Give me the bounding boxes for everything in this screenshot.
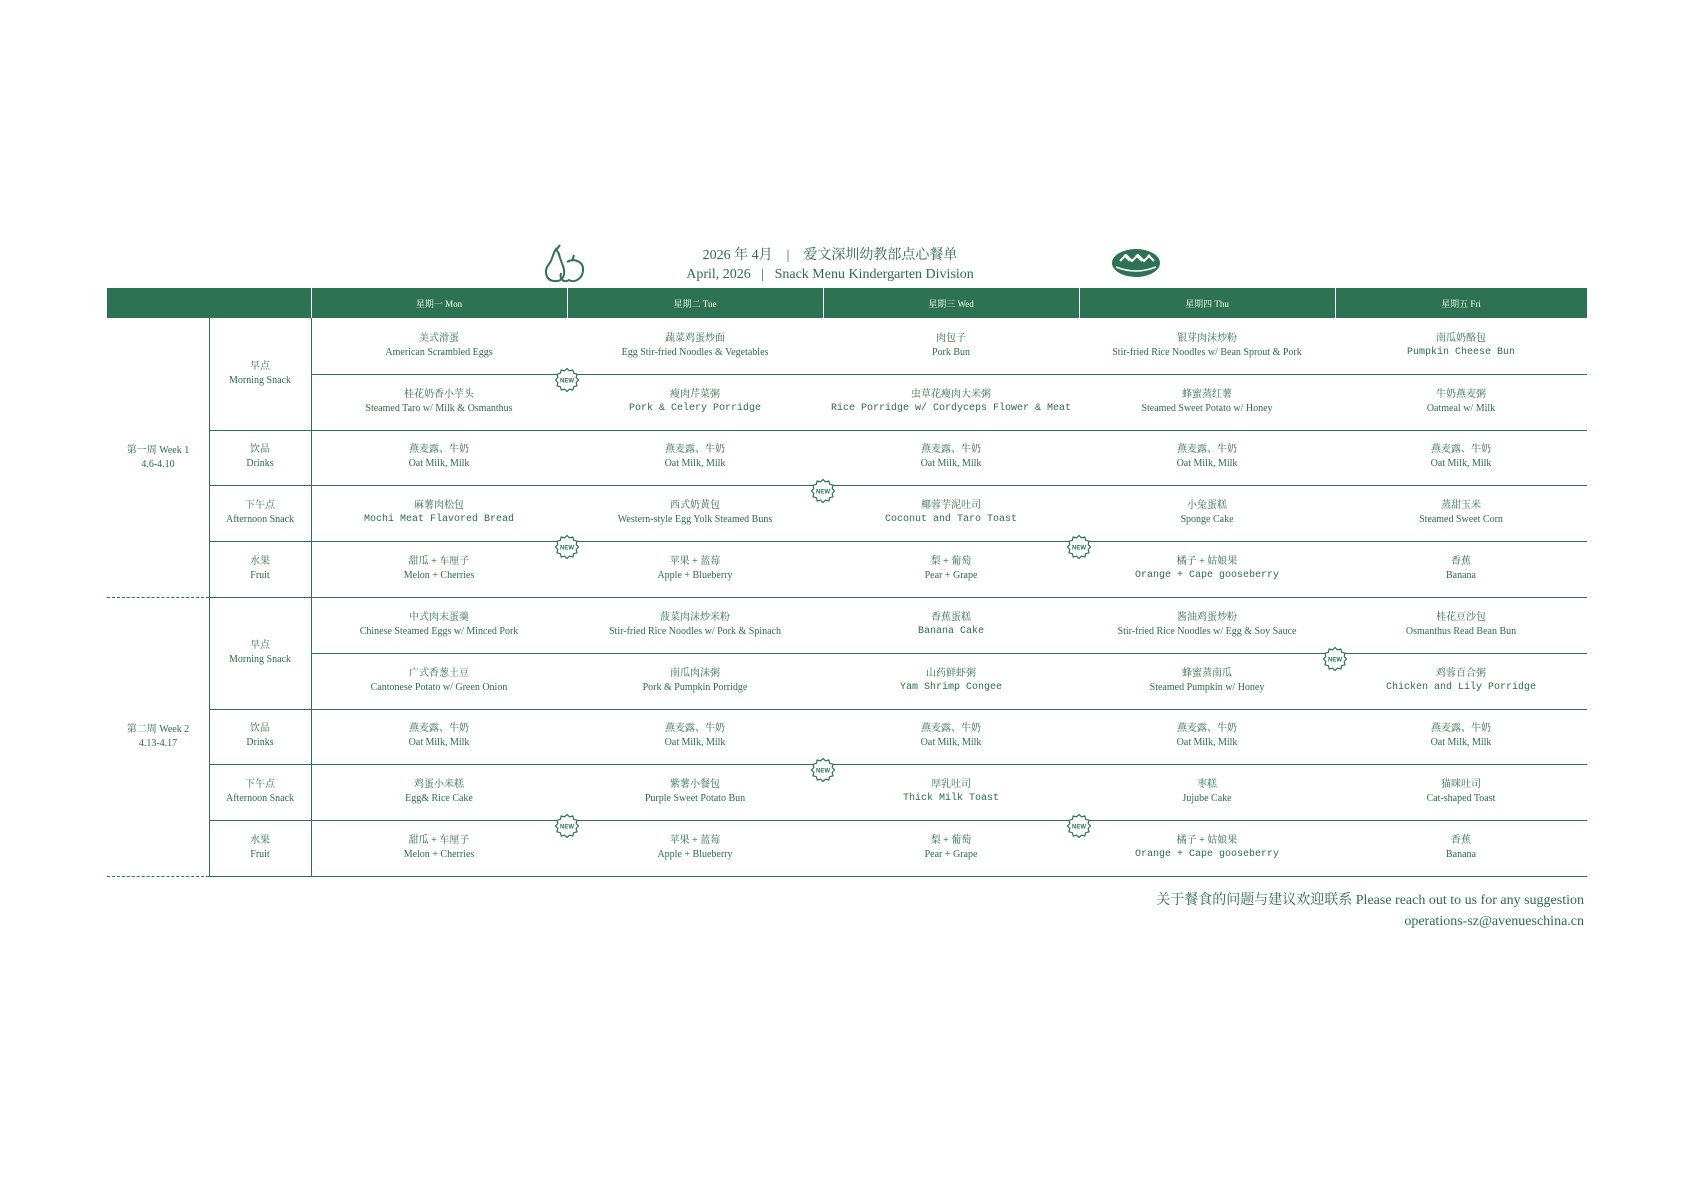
menu-item xyxy=(1335,764,1587,820)
menu-item xyxy=(1079,485,1335,541)
dish-name-zh: 苹果 + 蓝莓 xyxy=(669,556,721,568)
dish-name-zh: 燕麦露、牛奶 xyxy=(1431,723,1491,735)
week-label xyxy=(107,597,209,876)
menu-item xyxy=(823,485,1079,541)
menu-title xyxy=(560,246,1100,284)
dish-name-en: Yam Shrimp Congee xyxy=(899,681,1003,693)
dish-name-zh: 甜瓜 + 车厘子 xyxy=(408,835,470,847)
menu-item xyxy=(1079,653,1335,709)
header-day-thu: 星期四 Thu xyxy=(1079,288,1335,318)
header-day-wed: 星期三 Wed xyxy=(823,288,1079,318)
dish-name-zh: 厚乳吐司 xyxy=(931,779,971,791)
dish-name-zh: 桂花豆沙包 xyxy=(1436,611,1486,623)
menu-item xyxy=(823,541,1079,597)
dish-name-en: Oat Milk, Milk xyxy=(408,737,470,749)
dish-name-zh: 鸡蛋小米糕 xyxy=(414,779,464,791)
dish-name-en: Chinese Steamed Eggs w/ Minced Pork xyxy=(359,625,519,637)
menu-item xyxy=(823,820,1079,876)
dish-name-zh: 燕麦露、牛奶 xyxy=(665,723,725,735)
meal-label xyxy=(209,318,311,430)
menu-item xyxy=(1335,541,1587,597)
new-badge-label: NEW xyxy=(816,489,830,496)
new-badge-label: NEW xyxy=(560,378,574,385)
dish-name-zh: 燕麦露、牛奶 xyxy=(1177,723,1237,735)
pear-apple-icon xyxy=(540,243,588,285)
dish-name-zh: 鸡蓉百合粥 xyxy=(1436,667,1486,679)
menu-item xyxy=(311,597,567,653)
new-badge-label: NEW xyxy=(1072,545,1086,552)
footer-message: 关于餐食的问题与建议欢迎联系 Please reach out to us for any suggestion xyxy=(1156,893,1584,908)
week-dates: 4.6-4.10 xyxy=(141,458,175,470)
dish-name-zh: 广式香葱土豆 xyxy=(409,667,469,679)
dish-name-zh: 菠菜肉沫炒米粉 xyxy=(660,611,730,623)
dish-name-en: Stir-fried Rice Noodles w/ Pork & Spinach xyxy=(609,625,781,637)
dish-name-en: Banana xyxy=(1446,570,1476,582)
dish-name-en: Mochi Meat Flavored Bread xyxy=(363,514,515,526)
new-badge-icon xyxy=(811,758,835,782)
menu-item xyxy=(567,653,823,709)
new-badge-label: NEW xyxy=(1328,657,1342,664)
meal-name-en: Drinks xyxy=(246,458,274,470)
meal-label xyxy=(209,820,311,876)
menu-item xyxy=(1335,597,1587,653)
menu-item xyxy=(567,597,823,653)
dish-name-en: Rice Porridge w/ Cordyceps Flower & Meat xyxy=(830,402,1072,414)
meal-label xyxy=(209,764,311,820)
dish-name-en: Pumpkin Cheese Bun xyxy=(1406,346,1516,358)
new-badge-icon xyxy=(1323,647,1347,671)
new-badge-label: NEW xyxy=(560,545,574,552)
menu-item xyxy=(1079,374,1335,430)
dish-name-zh: 燕麦露、牛奶 xyxy=(921,723,981,735)
menu-item xyxy=(311,653,567,709)
new-badge-icon xyxy=(555,535,579,559)
meal-name-en: Afternoon Snack xyxy=(225,514,295,526)
dish-name-en: Oat Milk, Milk xyxy=(664,458,726,470)
header-blank xyxy=(107,288,311,318)
new-badge-icon xyxy=(555,368,579,392)
dish-name-en: Cantonese Potato w/ Green Onion xyxy=(370,681,508,693)
dish-name-zh: 牛奶燕麦粥 xyxy=(1436,388,1486,400)
menu-item xyxy=(311,820,567,876)
week-dates: 4.13-4.17 xyxy=(138,737,178,749)
dish-name-en: Purple Sweet Potato Bun xyxy=(644,793,746,805)
dish-name-en: Egg& Rice Cake xyxy=(405,793,473,805)
dish-name-en: Chicken and Lily Porridge xyxy=(1385,681,1537,693)
dish-name-en: Steamed Taro w/ Milk & Osmanthus xyxy=(365,402,513,414)
menu-item xyxy=(567,374,823,430)
header-day-tue: 星期二 Tue xyxy=(567,288,823,318)
dish-name-en: Apple + Blueberry xyxy=(657,849,733,861)
meal-name-zh: 早点 xyxy=(250,639,270,651)
meal-name-en: Morning Snack xyxy=(229,374,291,386)
menu-item xyxy=(1079,597,1335,653)
dish-name-zh: 美式滑蛋 xyxy=(419,332,459,344)
meal-name-zh: 水果 xyxy=(250,556,270,568)
menu-item xyxy=(311,764,567,820)
new-badge-icon xyxy=(1067,814,1091,838)
menu-item xyxy=(1335,653,1587,709)
dish-name-zh: 香蕉 xyxy=(1451,556,1471,568)
menu-item xyxy=(567,541,823,597)
dish-name-zh: 银芽肉沫炒粉 xyxy=(1177,332,1237,344)
menu-item xyxy=(1079,709,1335,765)
dish-name-zh: 椰蓉芋泥吐司 xyxy=(921,500,981,512)
dish-name-en: Oat Milk, Milk xyxy=(920,737,982,749)
header-day-fri: 星期五 Fri xyxy=(1335,288,1587,318)
meal-name-zh: 水果 xyxy=(250,835,270,847)
menu-item xyxy=(311,541,567,597)
menu-item xyxy=(823,653,1079,709)
menu-item xyxy=(1079,430,1335,486)
dish-name-zh: 小兔蛋糕 xyxy=(1187,500,1227,512)
menu-item xyxy=(311,485,567,541)
menu-item xyxy=(1335,318,1587,374)
dish-name-zh: 苹果 + 蓝莓 xyxy=(669,835,721,847)
meal-name-zh: 下午点 xyxy=(245,779,275,791)
menu-item xyxy=(1079,820,1335,876)
dish-name-zh: 蔬菜鸡蛋炒面 xyxy=(665,332,725,344)
dish-name-zh: 南瓜肉沫粥 xyxy=(670,667,720,679)
meal-label xyxy=(209,709,311,765)
dish-name-en: Oat Milk, Milk xyxy=(408,458,470,470)
week-label xyxy=(107,318,209,597)
dish-name-zh: 橘子 + 姑娘果 xyxy=(1176,556,1238,568)
dish-name-zh: 蜂蜜蒸南瓜 xyxy=(1182,667,1232,679)
dish-name-zh: 西式奶黄包 xyxy=(670,500,720,512)
dish-name-zh: 橘子 + 姑娘果 xyxy=(1176,835,1238,847)
menu-item xyxy=(1079,541,1335,597)
menu-item xyxy=(1335,709,1587,765)
dish-name-en: Banana Cake xyxy=(917,625,984,637)
dish-name-zh: 燕麦露、牛奶 xyxy=(1177,444,1237,456)
dish-name-en: Oat Milk, Milk xyxy=(920,458,982,470)
snack-menu-table xyxy=(107,288,1587,874)
meal-name-en: Morning Snack xyxy=(229,653,291,665)
dish-name-zh: 燕麦露、牛奶 xyxy=(665,444,725,456)
meal-name-zh: 饮品 xyxy=(250,723,270,735)
menu-item xyxy=(311,709,567,765)
new-badge-icon xyxy=(1067,535,1091,559)
dish-name-en: Pear + Grape xyxy=(924,849,978,861)
dish-name-zh: 紫薯小餐包 xyxy=(670,779,720,791)
menu-item xyxy=(823,764,1079,820)
dish-name-en: American Scrambled Eggs xyxy=(385,346,493,358)
dish-name-zh: 猫咪吐司 xyxy=(1441,779,1481,791)
dish-name-en: Oat Milk, Milk xyxy=(1176,737,1238,749)
dish-name-en: Oatmeal w/ Milk xyxy=(1426,402,1496,414)
menu-item xyxy=(567,318,823,374)
dish-name-zh: 燕麦露、牛奶 xyxy=(921,444,981,456)
dish-name-en: Melon + Cherries xyxy=(403,570,475,582)
title-chinese: 2026 年 4月 | 爱文深圳幼教部点心餐单 xyxy=(702,248,958,263)
dish-name-en: Thick Milk Toast xyxy=(902,793,999,805)
new-badge-label: NEW xyxy=(816,768,830,775)
bread-bun-icon xyxy=(1110,245,1162,279)
dish-name-zh: 香蕉蛋糕 xyxy=(931,611,971,623)
dish-name-zh: 燕麦露、牛奶 xyxy=(409,723,469,735)
dish-name-en: Sponge Cake xyxy=(1180,514,1234,526)
dish-name-en: Orange + Cape gooseberry xyxy=(1134,570,1280,582)
dish-name-zh: 中式肉末蛋羹 xyxy=(409,611,469,623)
header-day-mon: 星期一 Mon xyxy=(311,288,567,318)
menu-item xyxy=(823,597,1079,653)
contact-footer xyxy=(1156,890,1584,932)
new-badge-label: NEW xyxy=(1072,824,1086,831)
meal-label xyxy=(209,597,311,709)
meal-name-en: Fruit xyxy=(250,570,270,582)
dish-name-en: Pork & Pumpkin Porridge xyxy=(642,681,748,693)
dish-name-en: Oat Milk, Milk xyxy=(1430,737,1492,749)
menu-item xyxy=(823,318,1079,374)
menu-item xyxy=(567,430,823,486)
menu-item xyxy=(1335,430,1587,486)
dish-name-en: Cat-shaped Toast xyxy=(1426,793,1496,805)
meal-label xyxy=(209,485,311,541)
dish-name-en: Oat Milk, Milk xyxy=(1430,458,1492,470)
dish-name-zh: 山药鲜虾粥 xyxy=(926,667,976,679)
dish-name-en: Pear + Grape xyxy=(924,570,978,582)
menu-item xyxy=(567,485,823,541)
dish-name-en: Steamed Sweet Potato w/ Honey xyxy=(1141,402,1273,414)
menu-item xyxy=(1335,374,1587,430)
menu-item xyxy=(1335,820,1587,876)
menu-item xyxy=(311,318,567,374)
meal-name-en: Fruit xyxy=(250,849,270,861)
meal-name-en: Drinks xyxy=(246,737,274,749)
menu-item xyxy=(311,374,567,430)
dish-name-zh: 香蕉 xyxy=(1451,835,1471,847)
dish-name-en: Pork & Celery Porridge xyxy=(628,402,762,414)
dish-name-zh: 燕麦露、牛奶 xyxy=(409,444,469,456)
dish-name-en: Osmanthus Read Bean Bun xyxy=(1405,625,1517,637)
dish-name-zh: 梨 + 葡萄 xyxy=(930,835,972,847)
dish-name-zh: 麻薯肉松包 xyxy=(414,500,464,512)
meal-name-zh: 下午点 xyxy=(245,500,275,512)
dish-name-zh: 梨 + 葡萄 xyxy=(930,556,972,568)
meal-label xyxy=(209,430,311,486)
menu-item xyxy=(823,709,1079,765)
dish-name-zh: 酱油鸡蛋炒粉 xyxy=(1177,611,1237,623)
dish-name-en: Oat Milk, Milk xyxy=(664,737,726,749)
meal-name-zh: 早点 xyxy=(250,360,270,372)
dish-name-en: Pork Bun xyxy=(931,346,971,358)
week-name: 第一周 Week 1 xyxy=(126,444,190,456)
dish-name-zh: 燕麦露、牛奶 xyxy=(1431,444,1491,456)
dish-name-zh: 瘦肉芹菜粥 xyxy=(670,388,720,400)
title-english: April, 2026 | Snack Menu Kindergarten Division xyxy=(686,267,974,282)
week-name: 第二周 Week 2 xyxy=(126,723,190,735)
dish-name-zh: 甜瓜 + 车厘子 xyxy=(408,556,470,568)
dish-name-en: Stir-fried Rice Noodles w/ Egg & Soy Sauce xyxy=(1117,625,1297,637)
meal-name-en: Afternoon Snack xyxy=(225,793,295,805)
menu-item xyxy=(311,430,567,486)
dish-name-zh: 虫草花瘦肉大米粥 xyxy=(911,388,991,400)
meal-name-zh: 饮品 xyxy=(250,444,270,456)
dish-name-en: Melon + Cherries xyxy=(403,849,475,861)
dish-name-en: Jujube Cake xyxy=(1182,793,1232,805)
dish-name-en: Oat Milk, Milk xyxy=(1176,458,1238,470)
dish-name-en: Coconut and Taro Toast xyxy=(884,514,1018,526)
menu-item xyxy=(1079,764,1335,820)
dish-name-en: Steamed Pumpkin w/ Honey xyxy=(1149,681,1265,693)
dish-name-zh: 枣糕 xyxy=(1197,779,1217,791)
dish-name-zh: 肉包子 xyxy=(936,332,966,344)
dish-name-zh: 南瓜奶酪包 xyxy=(1436,332,1486,344)
dish-name-en: Egg Stir-fried Noodles & Vegetables xyxy=(621,346,769,358)
footer-email[interactable]: operations-sz@avenueschina.cn xyxy=(1404,914,1584,929)
menu-item xyxy=(567,709,823,765)
menu-item xyxy=(1079,318,1335,374)
dish-name-zh: 蒸甜玉米 xyxy=(1441,500,1481,512)
dish-name-en: Steamed Sweet Corn xyxy=(1419,514,1503,526)
menu-item xyxy=(567,764,823,820)
menu-item xyxy=(823,374,1079,430)
menu-item xyxy=(823,430,1079,486)
new-badge-icon xyxy=(811,479,835,503)
dish-name-zh: 蜂蜜蒸红薯 xyxy=(1182,388,1232,400)
new-badge-icon xyxy=(555,814,579,838)
meal-label xyxy=(209,541,311,597)
dish-name-en: Stir-fried Rice Noodles w/ Bean Sprout & Pork xyxy=(1112,346,1302,358)
dish-name-zh: 桂花奶香小芋头 xyxy=(404,388,474,400)
menu-item xyxy=(1335,485,1587,541)
menu-item xyxy=(567,820,823,876)
dish-name-en: Banana xyxy=(1446,849,1476,861)
new-badge-label: NEW xyxy=(560,824,574,831)
dish-name-en: Western-style Egg Yolk Steamed Buns xyxy=(617,514,773,526)
dish-name-en: Orange + Cape gooseberry xyxy=(1134,849,1280,861)
dish-name-en: Apple + Blueberry xyxy=(657,570,733,582)
